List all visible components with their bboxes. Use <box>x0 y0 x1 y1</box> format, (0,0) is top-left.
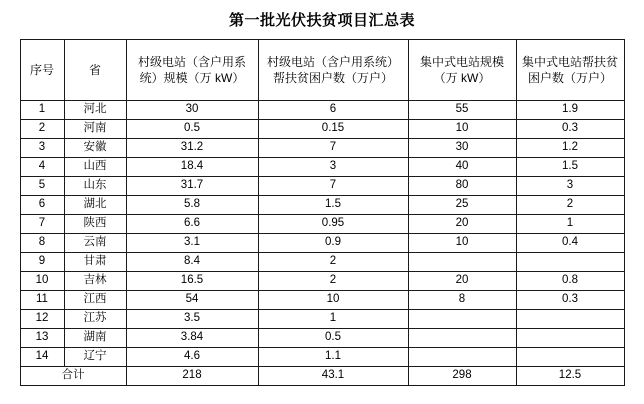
cell-province: 河南 <box>64 120 126 139</box>
cell-central-scale: 30 <box>408 139 516 158</box>
cell-village-households: 7 <box>258 177 408 196</box>
table-total-row <box>20 367 624 386</box>
column-header-province-label: 省 <box>88 62 101 77</box>
cell-province: 吉林 <box>64 272 126 291</box>
cell-index: 7 <box>20 215 64 234</box>
cell-village-scale: 3.5 <box>126 310 258 329</box>
cell-central-scale <box>408 348 516 367</box>
total-central-households: 12.5 <box>516 367 624 386</box>
cell-central-scale: 10 <box>408 120 516 139</box>
cell-province: 湖北 <box>64 196 126 215</box>
cell-central-households <box>516 348 624 367</box>
cell-central-scale: 40 <box>408 158 516 177</box>
cell-central-households: 0.3 <box>516 291 624 310</box>
cell-index: 2 <box>20 120 64 139</box>
cell-index: 4 <box>20 158 64 177</box>
page-title: 第一批光伏扶贫项目汇总表 <box>228 12 415 29</box>
cell-village-scale: 0.5 <box>126 120 258 139</box>
column-header-village-households-label: 村级电站（含户用系统）帮扶贫困户数（万户） <box>266 54 399 85</box>
cell-central-households: 1.2 <box>516 139 624 158</box>
table-row <box>20 291 624 310</box>
cell-village-scale: 16.5 <box>126 272 258 291</box>
cell-village-scale: 6.6 <box>126 215 258 234</box>
cell-village-households: 0.15 <box>258 120 408 139</box>
cell-province: 陕西 <box>64 215 126 234</box>
cell-index: 14 <box>20 348 64 367</box>
cell-index: 5 <box>20 177 64 196</box>
cell-province: 甘肃 <box>64 253 126 272</box>
cell-index: 8 <box>20 234 64 253</box>
table-row <box>20 329 624 348</box>
pv-poverty-alleviation-summary-table <box>20 39 625 386</box>
column-header-central-scale <box>408 40 516 101</box>
total-village-households: 43.1 <box>258 367 408 386</box>
cell-central-households <box>516 310 624 329</box>
column-header-central-scale-label: 集中式电站规模（万 kW） <box>419 54 504 85</box>
cell-village-scale: 3.1 <box>126 234 258 253</box>
table-row <box>20 196 624 215</box>
column-header-province <box>64 40 126 101</box>
table-row <box>20 158 624 177</box>
cell-village-scale: 54 <box>126 291 258 310</box>
cell-village-scale: 3.84 <box>126 329 258 348</box>
cell-province: 山东 <box>64 177 126 196</box>
cell-central-scale: 80 <box>408 177 516 196</box>
cell-central-households: 1.5 <box>516 158 624 177</box>
cell-index: 10 <box>20 272 64 291</box>
cell-village-scale: 4.6 <box>126 348 258 367</box>
cell-index: 6 <box>20 196 64 215</box>
column-header-index-label: 序号 <box>29 62 54 77</box>
table-row <box>20 120 624 139</box>
cell-province: 辽宁 <box>64 348 126 367</box>
table-header <box>20 40 624 101</box>
cell-province: 江苏 <box>64 310 126 329</box>
cell-village-households: 1 <box>258 310 408 329</box>
cell-village-scale: 31.2 <box>126 139 258 158</box>
cell-village-households: 10 <box>258 291 408 310</box>
cell-central-households <box>516 253 624 272</box>
cell-index: 11 <box>20 291 64 310</box>
column-header-village-scale-label: 村级电站（含户用系统）规模（万 kW） <box>137 54 246 85</box>
cell-central-households <box>516 329 624 348</box>
cell-village-households: 6 <box>258 101 408 120</box>
total-central-scale: 298 <box>408 367 516 386</box>
column-header-index <box>20 40 64 101</box>
table-row <box>20 101 624 120</box>
table-row <box>20 139 624 158</box>
cell-village-scale: 18.4 <box>126 158 258 177</box>
cell-central-households: 0.3 <box>516 120 624 139</box>
column-header-central-households <box>516 40 624 101</box>
cell-village-households: 0.5 <box>258 329 408 348</box>
cell-central-households: 1.9 <box>516 101 624 120</box>
cell-province: 云南 <box>64 234 126 253</box>
cell-index: 13 <box>20 329 64 348</box>
cell-province: 山西 <box>64 158 126 177</box>
cell-village-households: 3 <box>258 158 408 177</box>
cell-central-scale: 25 <box>408 196 516 215</box>
cell-central-scale: 10 <box>408 234 516 253</box>
total-village-scale: 218 <box>126 367 258 386</box>
table-row <box>20 177 624 196</box>
table-row <box>20 348 624 367</box>
table-header-row <box>20 40 624 101</box>
cell-central-scale <box>408 310 516 329</box>
table-row <box>20 310 624 329</box>
total-label: 合计 <box>20 367 126 386</box>
table-row <box>20 253 624 272</box>
cell-village-scale: 31.7 <box>126 177 258 196</box>
cell-province: 湖南 <box>64 329 126 348</box>
cell-central-scale: 8 <box>408 291 516 310</box>
table-row <box>20 215 624 234</box>
cell-central-scale <box>408 329 516 348</box>
cell-village-scale: 5.8 <box>126 196 258 215</box>
cell-central-households: 1 <box>516 215 624 234</box>
cell-central-scale: 20 <box>408 272 516 291</box>
cell-central-scale: 20 <box>408 215 516 234</box>
column-header-central-households-label: 集中式电站帮扶贫困户数（万户） <box>521 54 618 85</box>
cell-village-households: 0.95 <box>258 215 408 234</box>
cell-village-households: 1.1 <box>258 348 408 367</box>
cell-central-households: 2 <box>516 196 624 215</box>
table-row <box>20 234 624 253</box>
cell-province: 河北 <box>64 101 126 120</box>
cell-central-households: 0.8 <box>516 272 624 291</box>
cell-index: 12 <box>20 310 64 329</box>
column-header-village-households <box>258 40 408 101</box>
cell-province: 江西 <box>64 291 126 310</box>
cell-central-scale: 55 <box>408 101 516 120</box>
column-header-village-scale <box>126 40 258 101</box>
cell-index: 1 <box>20 101 64 120</box>
cell-village-households: 0.9 <box>258 234 408 253</box>
cell-central-households: 3 <box>516 177 624 196</box>
cell-village-households: 1.5 <box>258 196 408 215</box>
cell-village-scale: 8.4 <box>126 253 258 272</box>
cell-central-households: 0.4 <box>516 234 624 253</box>
cell-index: 9 <box>20 253 64 272</box>
cell-central-scale <box>408 253 516 272</box>
cell-province: 安徽 <box>64 139 126 158</box>
cell-village-scale: 30 <box>126 101 258 120</box>
cell-village-households: 2 <box>258 272 408 291</box>
cell-index: 3 <box>20 139 64 158</box>
cell-village-households: 2 <box>258 253 408 272</box>
cell-village-households: 7 <box>258 139 408 158</box>
table-row <box>20 272 624 291</box>
table-body <box>20 101 624 386</box>
